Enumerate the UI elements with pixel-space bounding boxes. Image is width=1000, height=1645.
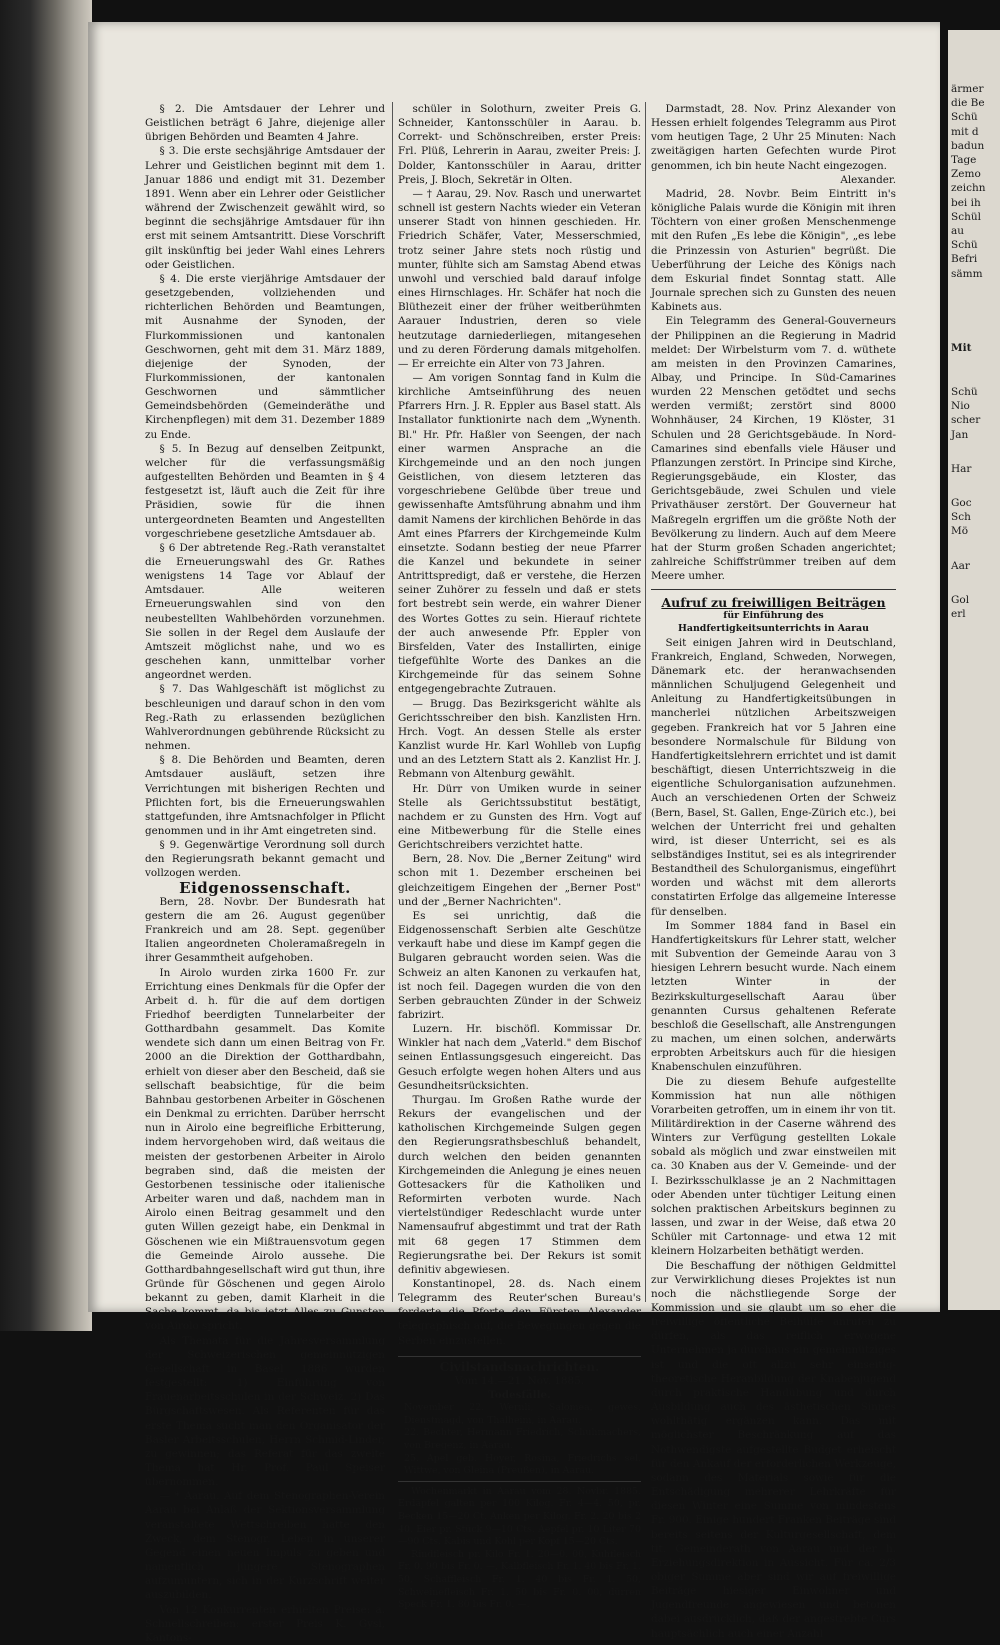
text-fragment: Nio [951, 400, 970, 413]
paragraph: Luzern. Hr. bischöfl. Kommissar Dr. Winkler hat nach dem „Vaterld." dem Bischof seinen Entlassungsgesuch eingereicht. Das Gesuch erfolgte wegen hohen Alters und aus Gesundheitsrücksichten. [398, 1023, 641, 1092]
death-entry: November 22. Wernli, Salomea, gewes. Dienstmagd, von Thalheim, in Aarau. [404, 1402, 641, 1426]
text-fragment: sämm [951, 267, 983, 280]
book-spine [0, 0, 92, 1331]
paragraph: In Airolo wurden zirka 1600 Fr. zur Errichtung eines Denkmals für die Opfer der Arbeit d. h. für die auf dem dortigen Friedhof beerdigten Tunnelarbeiter der Gotthardbahn gesammelt. Das Komite wendete sich dann um einen Beitrag von Fr. 2000 an die Direktion der Gotthardbahn, erhielt von dieser aber den Bescheid, daß sie sellschaft beabsichtige, für die beim Bahnbau gestorbenen Arbeiter in Göschenen ein Denkmal zu errichten. Darüber herrscht nun in Airolo eine begreifliche Erbitterung, indem hervorgehoben wird, daß weitaus die meisten der gestorbenen Arbeiter in Airolo begraben sind, daß die meisten der Gestorbenen tessinische oder italienische Arbeiter waren und daß, nachdem man in Airolo einen Beitrag gesammelt und den guten Willen gezeigt habe, ein Denkmal in Göschenen wie ein Mißtrauensvotum gegen die Gemeinde Airolo aussehe. Die Gotthardbahngesellschaft wird gut thun, ihre Gründe für Göschenen und gegen Airolo bekannt zu geben, damit Klarheit in die Sache kommt, da bis jetzt Alles zu Gunsten von Airolo spricht. [145, 966, 385, 1333]
paragraph: § 3. Die erste sechsjährige Amtsdauer der Lehrer und Geistlichen beginnt mit dem 1. Januar 1886 und endigt mit 31. Dezember 1891. Wenn aber ein Lehrer oder Geistlicher während der Zwischenzeit gewählt wird, so beginnt die sechsjährige Amtsdauer für ihn erst mit seinem Amtsantritt. Diese Vorschrift gilt inskünftig bei jeder Wahl eines Lehrers oder Geistlichen. [145, 145, 385, 271]
text-fragment: au [951, 225, 965, 238]
paragraph: Die zu diesem Behufe aufgestellte Kommission hat nun alle nöthigen Vorarbeiten getroffen, um in einem ihr von tit. Militärdirektion in der Caserne während des Winters zur Verfügung gestellten Lokale sobald als möglich und zwar einstweilen mit ca. 30 Knaben aus der V. Gemeinde- und der I. Bezirksschulklasse je an 2 Nachmittagen oder Abenden unter tüchtiger Leitung einen solchen praktischen Arbeitskurs beginnen zu lassen, und zwar in der Weise, daß etwa 20 Schüler mit Cartonnage- und etwa 12 mit kleinern Holzarbeiten bethätigt werden. [651, 1075, 896, 1258]
paragraph: Als Themata für die Jahresversammlung der Schweizerischen gemeinnützigen Gesellschaft in Basel 1886 wurden festgestellt: 1) Einführung von Frauenarbeitsschulen in der Schweiz. 2) Das Bürgschaftswesen. Als Referenten für das erste Thema sucht man den Organisator der Basler Arbeitsschulen, Herrn Schmid-Linder, zu gewinnen; das Referat für das zweite Thema hat Hr. Prof. Paul Speiser übernommen. [145, 1334, 385, 1489]
paragraph: § 9. Gegenwärtige Verordnung soll durch den Regierungsrath bekannt gemacht und vollzogen werden. [145, 839, 385, 880]
text-fragment: Mit [951, 341, 972, 354]
paragraph: — Brugg. Das Bezirksgericht wählte als Gerichtsschreiber den bish. Kanzlisten Hrn. Hrch. Vogt. An dessen Stelle als erster Kanzlist wurde Hr. Karl Wohlleb von Lupfig und an des Letztern Statt als 2. Kanzlist Hr. J. Rebmann von Altenburg gewählt. [398, 697, 641, 781]
text-fragment: Goc [951, 497, 972, 510]
text-fragment: Schü [951, 239, 978, 252]
column-2 [398, 102, 641, 1611]
death-entry: 22. Bechter, Hermann Friedrich, Schuhmachers, von Bregenz, in Aarau. [404, 1427, 641, 1451]
text-fragment: Befri [951, 253, 978, 266]
paragraph: Hr. Dürr von Umiken wurde in seiner Stelle als Gerichtssubstitut bestätigt, nachdem er zu Gunsten des Hrn. Vogt auf eine Mitbewerbung für die Stelle eines Gerichtschreibers verzichtet hatte. [398, 782, 641, 852]
paragraph: Madrid, 28. Novbr. Beim Eintritt in's königliche Palais wurde die Königin mit ihren Töchtern von einer großen Menschenmenge mit den Rufen „Es lebe die Königin", „es lebe die Prinzessin von Asturien" begrüßt. Die Ueberführung der Leiche des Königs nach dem Eskurial findet Sonntag statt. Alle Journale sprechen sich zu Gunsten des neuen Kabinets aus. [651, 187, 896, 314]
paragraph: Bern, 28. Novbr. Der Bundesrath hat gestern die am 26. August gegenüber Frankreich und am 28. Sept. gegenüber Italien angeordneten Choleramaßregeln in ihrer Gesammtheit aufgehoben. [145, 895, 385, 965]
text-fragment: Zemo [951, 168, 981, 181]
appeal-subtitle: für Einführung des Handfertigkeitsunterrichts in Aarau [678, 610, 869, 635]
paragraph: Es sei unrichtig, daß die Eidgenossenschaft Serbien alte Geschütze verkauft habe und diese im Kampf gegen die Bulgaren gebraucht worden seien. Was die Schweiz an alten Kanonen zu verkaufen hat, ist noch feil. Dagegen wurden die von den Serben gebrauchten Zünder in der Schweiz fabrizirt. [398, 909, 641, 1021]
text-fragment: Jan [951, 428, 969, 441]
paragraph: Thurgau. Im Großen Rathe wurde der Rekurs der evangelischen und der katholischen Kirchgemeinde Sulgen gegen den Regierungsrathsbeschluß behandelt, durch welchen den beiden genannten Kirchgemeinden die Anlegung je eines neuen Gottesackers für die Katholiken und Reformirten verboten wurde. Nach viertelstündiger Redeschlacht wurde unter Namensaufruf abgestimmt und trat der Rath mit 68 gegen 17 Stimmen dem Regierungsrathe bei. Der Rekurs ist somit definitiv abgewiesen. [398, 1093, 641, 1276]
market-report: Wochenmarkt in Aarau vom 28. Novbr. 1885. Erdäpfel galten per 100 Kilog. Fr. 4—4. 50, pr. Becken 15—20 Ct. Anken per Kilog. Fr. 2. 20 bis 2 40. Eier pr. Stück 9—10 Cts. Aepfel pr. 10 Liter 70—90 Cts. Kabis und Kohl per Kopf 15—20 Cts. [398, 1485, 641, 1548]
text-fragment: zeichn [951, 182, 986, 195]
civil-registry-period: Vom 14.—21. Nov. 1885. [454, 1374, 585, 1387]
next-page-edge [948, 30, 1000, 1310]
market-report-meat: Rindfleisch pr. Kilo Fr. 1. 20—0. 00, Kuhfleisch Fr. 0. 90 bis Fr. 0. —, Kalbfleisch Fr. 1. 40 bis Fr. 1. 50, Schaffleisch Fr. 1. 40 bis Fr. 1. 50, Schweinefleisch Fr. 1. 50 bis Fr. 0. 00, dürren Speck Fr. 1. 80 bis Fr. 0. —. [398, 1548, 641, 1611]
paragraph: — * Aarau. Auf dem Stenographen-Verein Aarau bei Anlaß der Sektionsversammlung veranstaltete Wettschreiben hatte den Zweck, dem Stenogr. Leben in unserer Gegend einen neuen Impuls zu geben und namentlich jüngere Stenographen aufzumuntern, sich in der Kurzschrift weiter auszubilden. [145, 1490, 385, 1602]
paragraph: Seit einigen Jahren wird in Deutschland, Frankreich, England, Schweden, Norwegen, Dänemark etc. der heranwachsenden männlichen Schuljugend Gelegenheit und Anleitung zu Handfertigkeitsübungen in mancherlei nützlichen Arbeitszweigen gegeben. Frankreich hat vor 5 Jahren eine besondere Normalschule für Bildung von Handfertigkeitslehrern errichtet und ist damit beschäftigt, diesen Unterrichtszweig in die eigentliche Schulorganisation aufzunehmen. Auch an verschiedenen Orten der Schweiz (Bern, Basel, St. Gallen, Enge-Zürich etc.), bei welchen der Unterricht frei und gehalten wird, ist dieser Unterricht, sei es als selbständiges Institut, sei es als integrirender Bestandtheil des Schulorganismus, eingeführt worden und wächst mit dem allerorts constatirten Erfolge das allgemeine Interesse für denselben. [651, 636, 896, 918]
paragraph: Im Sommer 1884 fand in Basel ein Handfertigkeitskurs für Lehrer statt, welcher mit Subvention der Gemeinde Aarau von 3 hiesigen Lehrern besucht wurde. Nach einem letzten Winter in der Bezirkskulturgesellschaft Aarau über genannten Cursus gehaltenen Referate beschloß die Gesellschaft, alle Anstrengungen zu machen, um einen solchen, anderwärts erprobten Arbeitskurs auch für die hiesigen Knabenschulen einzuführen. [651, 919, 896, 1074]
paragraph: § 6 Der abtretende Reg.-Rath veranstaltet die Erneuerungswahl des Gr. Rathes wenigstens 14 Tage vor Ablauf der Amtsdauer. Alle weiteren Erneuerungswahlen sind von den neubestellten Wahlbehörden vorzunehmen. Sie sollen in der Regel dem Auslaufe der Amtszeit möglichst nahe, und wo es geschehen kann, unmittelbar vorher angeordnet werden. [145, 541, 385, 682]
text-fragment: Schü [951, 111, 978, 124]
column-3 [651, 102, 896, 1640]
text-fragment: bei ih [951, 196, 981, 209]
paragraph: schüler in Solothurn, zweiter Preis G. Schneider, Kantonsschüler in Aarau. b. Correkt- und Schönschreiben, erster Preis: Frl. Plüß, Lehrerin in Aarau, zweiter Preis: J. Dolder, Kantonsschüler in Aarau, dritter Preis, J. Bloch, Sekretär in Olten. [398, 103, 641, 186]
paragraph: § 8. Die Behörden und Beamten, deren Amtsdauer ausläuft, setzen ihre Verrichtungen mit bisherigen Rechten und Pflichten fort, bis die Erneuerungswahlen stattgefunden, ihre Amtsnachfolger in Pflicht genommen und in ihr Amt eingetreten sind. [145, 754, 385, 837]
text-fragment: mit d [951, 125, 979, 138]
divider [651, 589, 896, 590]
text-fragment: scher [951, 414, 981, 427]
paragraph: — † Aarau, 29. Nov. Rasch und unerwartet schnell ist gestern Nachts wieder ein Veteran unserer Stadt von hinnen geschieden. Hr. Friedrich Schäfer, Vater, Messerschmied, trotz seiner Jahre stets noch rüstig und munter, fühlte sich am Samstag Abend etwas unwohl und verschied bald darauf infolge eines Hirnschlages. Hr. Schäfer hat noch die Blüthezeit einer der früher weitberühmten Aarauer Industrien, deren so viele heutzutage darniederliegen, mitangesehen und zu deren Förderung damals mitgeholfen. — Er erreichte ein Alter von 73 Jahren. [398, 187, 641, 370]
paragraph: Konstantinopel, 28. ds. Nach einem Telegramm des Reuter'schen Bureau's forderte die Pforte den Fürsten Alexander telegraphisch auf, die Bewegungen gegen die Serben einzustellen. [398, 1277, 641, 1347]
civil-registry-box [398, 1356, 641, 1482]
civil-registry-title: Civilstandsnachrichten. [439, 1359, 600, 1374]
text-fragment: badun [951, 139, 985, 152]
column-1 [145, 102, 385, 1644]
text-fragment: ärmer [951, 83, 984, 95]
text-fragment: Schü [951, 386, 978, 399]
text-fragment: erl [951, 608, 966, 621]
paragraph: — Am vorigen Sonntag fand in Kulm die kirchliche Amtseinführung des neuen Pfarrers Hrn. J. R. Eppler aus Basel statt. Als Installator funktionirte nach dem „Wynenth. Bl." Hr. Pfr. Haßler von Seengen, der nach einer warmen Ansprache an die Kirchgemeinde und an den noch jungen Geistlichen, von diesem letzteren das vorgeschriebene Gelübde über treue und gewissenhafte Amtsführung abnahm und ihm damit Namens der kirchlichen Behörde in das Amt eines Pfarrers der Kirchgemeinde Kulm einsetzte. Sodann bestieg der neue Pfarrer die Kanzel und bekundete in seiner Antrittspredigt, daß er verstehe, die Herzen seiner Zuhörer zu fesseln und daß er stets fort bestrebt sein werde, ein wahrer Diener des Wortes Gottes zu sein. Hierauf richtete der auch anwesende Pfr. Eppler von Birsfelden, Vater des Installirten, einige tiefgefühlte Worte des Dankes an die Kirchgemeinde für das seinem Sohne entgegengebrachte Zutrauen. [398, 371, 641, 696]
section-heading: Eidgenossenschaft. [179, 878, 351, 897]
paragraph: § 2. Die Amtsdauer der Lehrer und Geistlichen beträgt 6 Jahre, diejenige aller übrigen Behörden und Beamten 4 Jahre. [145, 103, 385, 144]
paragraph: Bern, 28. Nov. Die „Berner Zeitung" wird schon mit 1. Dezember erscheinen bei gleichzeitigem Eingehen der „Berner Post" und der „Berner Nachrichten". [398, 853, 641, 908]
death-entry: 25. Apel geb. Hoyer, Rosina, Friedrichs sel. Wittwe, von Gleina (Preußen), in Aarau. [404, 1452, 641, 1477]
paragraph: § 7. Das Wahlgeschäft ist möglichst zu beschleunigen und darauf schon in den vom Reg.-Rath zu erlassenden bezüglichen Wahlverordnungen gebührende Rücksicht zu nehmen. [145, 683, 385, 753]
appeal-title: Aufruf zu freiwilligen Beiträgen [661, 595, 886, 611]
paragraph: Darmstadt, 28. Nov. Prinz Alexander von Hessen erhielt folgendes Telegramm aus Pirot vom heutigen Tage, 2 Uhr 25 Minuten: Nach zweitägigen harten Gefechten wurde Pirot genommen, ich bin heute Nacht eingezogen. [651, 103, 896, 172]
text-fragment: Tage [951, 154, 977, 167]
column-rule [392, 102, 393, 1302]
text-fragment: die Be [951, 97, 985, 110]
newspaper-page [88, 22, 940, 1644]
text-fragment: Har [951, 462, 972, 475]
text-fragment: Gol [951, 593, 970, 606]
text-fragment: Aar [951, 559, 970, 572]
text-fragment: Sch [951, 511, 971, 524]
paragraph: Ein Telegramm des General-Gouverneurs der Philippinen an die Regierung in Madrid meldet: Der Wirbelsturm vom 7. d. wüthete am meisten in den Provinzen Camarines, Albay, und Principe. In Süd-Camarines wurden 22 Menschen getödtet und sechs werden vermißt; zerstört sind 8000 Wohnhäuser, 24 Kirchen, 19 Klöster, 31 Schulen und 28 Gerichtsgebäude. In Nord-Camarines sind ebenfalls viele Häuser und Pflanzungen zerstört. In Principe sind Kirche, Regierungsgebäude, ein Kloster, das Gerichtsgebäude, zwei Schulen und viele Privathäuser zerstört. Der Gouverneur hat Maßregeln ergriffen um die größte Noth der Bevölkerung zu lindern. Auch auf dem Meere hat der Sturm großen Schaden angerichtet; zahlreiche Schiffstrümmer treiben auf dem Meere umher. [651, 315, 896, 583]
text-fragment: Schül [951, 210, 981, 223]
column-rule [645, 102, 646, 1302]
paragraph: Die Beschaffung der nöthigen Geldmittel zur Verwirklichung dieses Projektes ist nun noch die nächstliegende Sorge der Kommission und sie glaubt um so eher die freiwillige öffentliche Beihülfe anrufen zu dürfen, als das reiflich erwogene Unternehmen ja durchaus ein gemeinnütziges ist und die oft allzu sehr einseitig-theoretische Heranbildung der Knabenjugend durch praktische Handübung und durch Ausbildung auch des ästhetischen Sinnes wohlthätig ergänzen kann. Das mit möglichster Beschränkung auf das Nothwendigste aufgestellte Budget erheischt für den Ankauf der erforderlichen Werkzeuge, sodann des Materials sowie für die Entschädigung mehrerer Lehrkräfte für diesen Winter eine Summe von mindestens Fr. 900. Einige hundert Franken Beiträge sind bereits seitens der Kulturgesellschaft, dem tit. Gemeinderath von Aarau und der h. Erziehungsdirektion in Aussicht. Für ca. 2/3 obiger Summe aber sind wir auf freiwillige Beiträge hiesiger Einwohner und Jugendfreunde angewiesen und betonen dabei ausdrücklich, daß der angestrebte Curs hauptsächlich auch einer Anzahl [651, 1259, 896, 1640]
deaths-title: Todesfälle. [488, 1389, 551, 1402]
signature: Alexander. [840, 173, 896, 186]
paragraph: § 4. Die erste vierjährige Amtsdauer der gesetzgebenden, vollziehenden und richterlichen Behörden und Beamtungen, mit Ausnahme der Synoden, der Flurkommissionen und kantonalen Geschwornen, geht mit dem 31. März 1889, diejenige der Synoden, der Flurkommissionen, der kantonalen Geschwornen und sämmtlicher Gemeindsbehörden (Gemeinderäthe und Kirchenpflegen) mit dem 31. Dezember 1889 zu Ende. [145, 272, 385, 441]
paragraph: § 5. In Bezug auf denselben Zeitpunkt, welcher für die verfassungsmäßig aufgestellten Behörden und Beamten in § 4 festgesetzt ist, läuft auch die Zeit für ihre Präsidien, sowie für die ihnen untergeordneten Beamten und Angestellten vorgeschriebene gesetzliche Amtsdauer ab. [145, 442, 385, 540]
text-fragment: Mö [951, 525, 969, 538]
paragraph: Von 12 Konkurrenten erhielten Preise: a. Schnellschreiben: erster Preis K. Gysi, Kantons- [145, 1603, 385, 1644]
